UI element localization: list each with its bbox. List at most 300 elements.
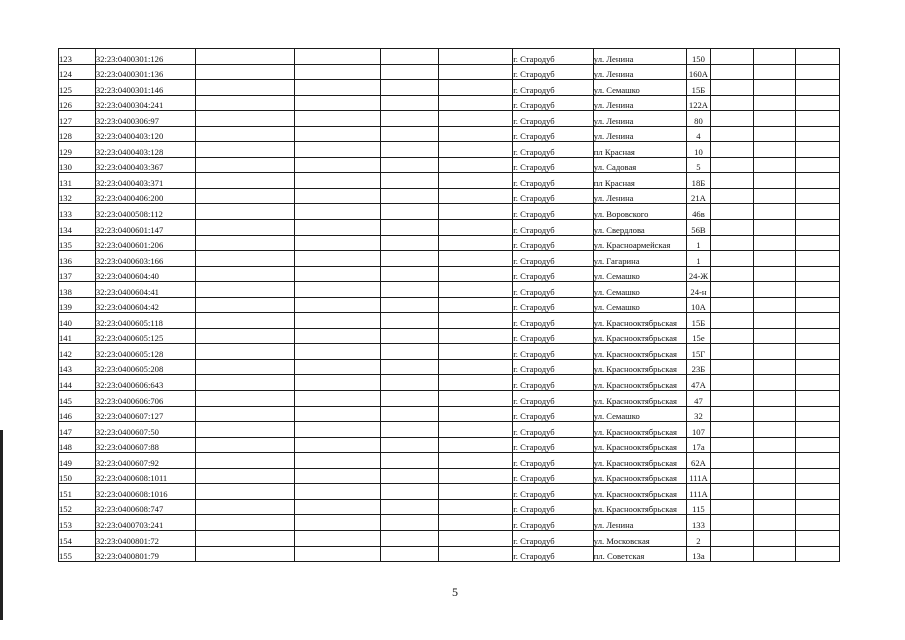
city-cell: г. Стародуб xyxy=(513,157,594,173)
house-number-cell: 32 xyxy=(686,406,711,422)
table-row xyxy=(59,142,840,158)
street-cell: ул. Семашко xyxy=(593,406,686,422)
empty-cell xyxy=(381,344,439,360)
empty-cell xyxy=(381,266,439,282)
empty-cell xyxy=(295,375,381,391)
empty-cell xyxy=(753,251,796,267)
empty-cell xyxy=(711,49,754,65)
cadastral-number-cell: 32:23:0400801:72 xyxy=(95,530,195,546)
empty-cell xyxy=(796,515,840,531)
table-row xyxy=(59,313,840,329)
house-number-cell: 122А xyxy=(686,95,711,111)
empty-cell xyxy=(796,453,840,469)
empty-cell xyxy=(439,111,513,127)
cadastral-number-cell: 32:23:0400604:41 xyxy=(95,282,195,298)
house-number-cell: 15Г xyxy=(686,344,711,360)
empty-cell xyxy=(753,49,796,65)
row-number-cell: 150 xyxy=(59,468,96,484)
empty-cell xyxy=(439,173,513,189)
empty-cell xyxy=(439,95,513,111)
empty-cell xyxy=(295,453,381,469)
city-cell: г. Стародуб xyxy=(513,391,594,407)
empty-cell xyxy=(439,157,513,173)
street-cell: ул. Краснооктябрьская xyxy=(593,422,686,438)
house-number-cell: 15Б xyxy=(686,313,711,329)
cadastral-number-cell: 32:23:0400403:371 xyxy=(95,173,195,189)
row-number-cell: 134 xyxy=(59,220,96,236)
empty-cell xyxy=(439,344,513,360)
row-number-cell: 141 xyxy=(59,328,96,344)
row-number-cell: 127 xyxy=(59,111,96,127)
empty-cell xyxy=(381,375,439,391)
empty-cell xyxy=(711,204,754,220)
street-cell: ул. Московская xyxy=(593,530,686,546)
empty-cell xyxy=(381,391,439,407)
empty-cell xyxy=(711,515,754,531)
street-cell: ул. Садовая xyxy=(593,157,686,173)
street-cell: ул. Краснооктябрьская xyxy=(593,359,686,375)
table-row xyxy=(59,406,840,422)
empty-cell xyxy=(753,546,796,562)
empty-cell xyxy=(796,235,840,251)
table-row xyxy=(59,204,840,220)
table-row xyxy=(59,111,840,127)
house-number-cell: 46в xyxy=(686,204,711,220)
empty-cell xyxy=(381,111,439,127)
empty-cell xyxy=(753,453,796,469)
empty-cell xyxy=(439,437,513,453)
empty-cell xyxy=(796,328,840,344)
empty-cell xyxy=(381,235,439,251)
empty-cell xyxy=(796,468,840,484)
street-cell: ул. Ленина xyxy=(593,111,686,127)
cadastral-number-cell: 32:23:0400605:125 xyxy=(95,328,195,344)
empty-cell xyxy=(439,235,513,251)
empty-cell xyxy=(439,546,513,562)
empty-cell xyxy=(796,49,840,65)
empty-cell xyxy=(439,188,513,204)
empty-cell xyxy=(796,344,840,360)
cadastral-number-cell: 32:23:0400607:88 xyxy=(95,437,195,453)
empty-cell xyxy=(195,157,295,173)
empty-cell xyxy=(796,313,840,329)
house-number-cell: 80 xyxy=(686,111,711,127)
city-cell: г. Стародуб xyxy=(513,266,594,282)
table-row xyxy=(59,157,840,173)
empty-cell xyxy=(796,406,840,422)
empty-cell xyxy=(753,375,796,391)
empty-cell xyxy=(439,220,513,236)
empty-cell xyxy=(753,111,796,127)
street-cell: ул. Ленина xyxy=(593,95,686,111)
house-number-cell: 13а xyxy=(686,546,711,562)
empty-cell xyxy=(711,313,754,329)
house-number-cell: 107 xyxy=(686,422,711,438)
city-cell: г. Стародуб xyxy=(513,359,594,375)
empty-cell xyxy=(796,251,840,267)
empty-cell xyxy=(753,80,796,96)
empty-cell xyxy=(195,251,295,267)
empty-cell xyxy=(711,546,754,562)
empty-cell xyxy=(439,49,513,65)
city-cell: г. Стародуб xyxy=(513,515,594,531)
street-cell: ул. Семашко xyxy=(593,266,686,282)
row-number-cell: 130 xyxy=(59,157,96,173)
street-cell: ул. Краснооктябрьская xyxy=(593,344,686,360)
city-cell: г. Стародуб xyxy=(513,173,594,189)
empty-cell xyxy=(439,282,513,298)
empty-cell xyxy=(295,251,381,267)
empty-cell xyxy=(711,142,754,158)
street-cell: ул. Краснооктябрьская xyxy=(593,328,686,344)
empty-cell xyxy=(753,484,796,500)
empty-cell xyxy=(753,297,796,313)
house-number-cell: 56В xyxy=(686,220,711,236)
empty-cell xyxy=(711,266,754,282)
empty-cell xyxy=(295,266,381,282)
empty-cell xyxy=(195,422,295,438)
empty-cell xyxy=(796,95,840,111)
cadastral-number-cell: 32:23:0400403:120 xyxy=(95,126,195,142)
cadastral-number-cell: 32:23:0400607:127 xyxy=(95,406,195,422)
empty-cell xyxy=(195,111,295,127)
cadastral-number-cell: 32:23:0400607:50 xyxy=(95,422,195,438)
empty-cell xyxy=(753,391,796,407)
city-cell: г. Стародуб xyxy=(513,80,594,96)
house-number-cell: 2 xyxy=(686,530,711,546)
empty-cell xyxy=(796,126,840,142)
row-number-cell: 144 xyxy=(59,375,96,391)
city-cell: г. Стародуб xyxy=(513,235,594,251)
row-number-cell: 149 xyxy=(59,453,96,469)
empty-cell xyxy=(195,173,295,189)
empty-cell xyxy=(753,173,796,189)
house-number-cell: 15е xyxy=(686,328,711,344)
empty-cell xyxy=(295,437,381,453)
city-cell: г. Стародуб xyxy=(513,142,594,158)
empty-cell xyxy=(753,64,796,80)
empty-cell xyxy=(711,80,754,96)
empty-cell xyxy=(381,422,439,438)
empty-cell xyxy=(381,453,439,469)
empty-cell xyxy=(439,515,513,531)
table-row xyxy=(59,499,840,515)
street-cell: ул. Семашко xyxy=(593,297,686,313)
empty-cell xyxy=(381,126,439,142)
cadastral-number-cell: 32:23:0400703:241 xyxy=(95,515,195,531)
table-row xyxy=(59,359,840,375)
city-cell: г. Стародуб xyxy=(513,111,594,127)
street-cell: ул. Ленина xyxy=(593,64,686,80)
empty-cell xyxy=(295,546,381,562)
empty-cell xyxy=(753,313,796,329)
empty-cell xyxy=(439,468,513,484)
empty-cell xyxy=(439,359,513,375)
house-number-cell: 21А xyxy=(686,188,711,204)
city-cell: г. Стародуб xyxy=(513,313,594,329)
row-number-cell: 133 xyxy=(59,204,96,220)
row-number-cell: 138 xyxy=(59,282,96,298)
row-number-cell: 123 xyxy=(59,49,96,65)
empty-cell xyxy=(381,546,439,562)
table-row xyxy=(59,220,840,236)
empty-cell xyxy=(711,188,754,204)
empty-cell xyxy=(753,530,796,546)
house-number-cell: 47 xyxy=(686,391,711,407)
empty-cell xyxy=(195,468,295,484)
table-row xyxy=(59,80,840,96)
empty-cell xyxy=(796,484,840,500)
street-cell: ул. Краснооктябрьская xyxy=(593,468,686,484)
empty-cell xyxy=(439,453,513,469)
empty-cell xyxy=(753,515,796,531)
table-row xyxy=(59,546,840,562)
city-cell: г. Стародуб xyxy=(513,437,594,453)
empty-cell xyxy=(753,359,796,375)
empty-cell xyxy=(439,251,513,267)
empty-cell xyxy=(439,142,513,158)
house-number-cell: 4 xyxy=(686,126,711,142)
empty-cell xyxy=(381,220,439,236)
row-number-cell: 145 xyxy=(59,391,96,407)
table-row xyxy=(59,49,840,65)
empty-cell xyxy=(711,282,754,298)
row-number-cell: 155 xyxy=(59,546,96,562)
empty-cell xyxy=(439,126,513,142)
cadastral-number-cell: 32:23:0400403:128 xyxy=(95,142,195,158)
table-row xyxy=(59,344,840,360)
empty-cell xyxy=(381,468,439,484)
row-number-cell: 154 xyxy=(59,530,96,546)
cadastral-registry-table xyxy=(58,48,840,562)
cadastral-number-cell: 32:23:0400605:118 xyxy=(95,313,195,329)
empty-cell xyxy=(195,80,295,96)
empty-cell xyxy=(439,328,513,344)
street-cell: ул. Свердлова xyxy=(593,220,686,236)
table-row xyxy=(59,235,840,251)
table-row xyxy=(59,530,840,546)
registry-body xyxy=(59,49,840,562)
house-number-cell: 133 xyxy=(686,515,711,531)
cadastral-number-cell: 32:23:0400406:200 xyxy=(95,188,195,204)
table-row xyxy=(59,391,840,407)
cadastral-number-cell: 32:23:0400801:79 xyxy=(95,546,195,562)
cadastral-number-cell: 32:23:0400304:241 xyxy=(95,95,195,111)
empty-cell xyxy=(381,251,439,267)
empty-cell xyxy=(753,406,796,422)
city-cell: г. Стародуб xyxy=(513,220,594,236)
empty-cell xyxy=(439,80,513,96)
empty-cell xyxy=(439,313,513,329)
empty-cell xyxy=(195,95,295,111)
city-cell: г. Стародуб xyxy=(513,282,594,298)
city-cell: г. Стародуб xyxy=(513,530,594,546)
street-cell: ул. Краснооктябрьская xyxy=(593,484,686,500)
cadastral-number-cell: 32:23:0400604:42 xyxy=(95,297,195,313)
empty-cell xyxy=(295,80,381,96)
empty-cell xyxy=(796,188,840,204)
page-number: 5 xyxy=(452,585,458,599)
empty-cell xyxy=(796,499,840,515)
empty-cell xyxy=(295,49,381,65)
row-number-cell: 148 xyxy=(59,437,96,453)
empty-cell xyxy=(195,297,295,313)
empty-cell xyxy=(195,282,295,298)
street-cell: ул. Красноармейская xyxy=(593,235,686,251)
empty-cell xyxy=(711,484,754,500)
empty-cell xyxy=(381,95,439,111)
empty-cell xyxy=(381,328,439,344)
row-number-cell: 139 xyxy=(59,297,96,313)
empty-cell xyxy=(796,530,840,546)
city-cell: г. Стародуб xyxy=(513,375,594,391)
empty-cell xyxy=(295,391,381,407)
cadastral-number-cell: 32:23:0400306:97 xyxy=(95,111,195,127)
empty-cell xyxy=(195,235,295,251)
empty-cell xyxy=(711,126,754,142)
row-number-cell: 135 xyxy=(59,235,96,251)
empty-cell xyxy=(439,64,513,80)
empty-cell xyxy=(381,188,439,204)
table-row xyxy=(59,515,840,531)
empty-cell xyxy=(381,157,439,173)
city-cell: г. Стародуб xyxy=(513,453,594,469)
cadastral-number-cell: 32:23:0400607:92 xyxy=(95,453,195,469)
cadastral-number-cell: 32:23:0400608:1016 xyxy=(95,484,195,500)
house-number-cell: 160А xyxy=(686,64,711,80)
table-row xyxy=(59,422,840,438)
empty-cell xyxy=(381,530,439,546)
row-number-cell: 151 xyxy=(59,484,96,500)
cadastral-number-cell: 32:23:0400608:747 xyxy=(95,499,195,515)
house-number-cell: 24-Ж xyxy=(686,266,711,282)
city-cell: г. Стародуб xyxy=(513,126,594,142)
cadastral-number-cell: 32:23:0400603:166 xyxy=(95,251,195,267)
street-cell: ул. Семашко xyxy=(593,282,686,298)
empty-cell xyxy=(796,157,840,173)
empty-cell xyxy=(381,499,439,515)
empty-cell xyxy=(796,204,840,220)
empty-cell xyxy=(381,282,439,298)
house-number-cell: 111А xyxy=(686,484,711,500)
empty-cell xyxy=(295,499,381,515)
empty-cell xyxy=(195,64,295,80)
empty-cell xyxy=(295,359,381,375)
cadastral-number-cell: 32:23:0400606:706 xyxy=(95,391,195,407)
empty-cell xyxy=(753,204,796,220)
table-row xyxy=(59,251,840,267)
table-row xyxy=(59,188,840,204)
empty-cell xyxy=(753,468,796,484)
empty-cell xyxy=(796,546,840,562)
street-cell: ул. Гагарина xyxy=(593,251,686,267)
empty-cell xyxy=(711,297,754,313)
empty-cell xyxy=(195,484,295,500)
empty-cell xyxy=(753,95,796,111)
city-cell: г. Стародуб xyxy=(513,422,594,438)
empty-cell xyxy=(295,204,381,220)
empty-cell xyxy=(381,297,439,313)
city-cell: г. Стародуб xyxy=(513,484,594,500)
empty-cell xyxy=(295,530,381,546)
empty-cell xyxy=(195,220,295,236)
street-cell: ул. Ленина xyxy=(593,188,686,204)
empty-cell xyxy=(439,266,513,282)
empty-cell xyxy=(381,437,439,453)
empty-cell xyxy=(381,49,439,65)
empty-cell xyxy=(295,328,381,344)
table-row xyxy=(59,453,840,469)
city-cell: г. Стародуб xyxy=(513,188,594,204)
empty-cell xyxy=(295,422,381,438)
empty-cell xyxy=(439,499,513,515)
row-number-cell: 142 xyxy=(59,344,96,360)
house-number-cell: 10А xyxy=(686,297,711,313)
empty-cell xyxy=(439,204,513,220)
empty-cell xyxy=(796,422,840,438)
cadastral-number-cell: 32:23:0400605:208 xyxy=(95,359,195,375)
row-number-cell: 146 xyxy=(59,406,96,422)
street-cell: пл. Советская xyxy=(593,546,686,562)
street-cell: пл Красная xyxy=(593,142,686,158)
table-row xyxy=(59,328,840,344)
empty-cell xyxy=(796,64,840,80)
row-number-cell: 131 xyxy=(59,173,96,189)
row-number-cell: 147 xyxy=(59,422,96,438)
empty-cell xyxy=(796,80,840,96)
empty-cell xyxy=(439,530,513,546)
empty-cell xyxy=(753,188,796,204)
street-cell: ул. Ленина xyxy=(593,126,686,142)
empty-cell xyxy=(753,422,796,438)
empty-cell xyxy=(753,142,796,158)
empty-cell xyxy=(439,484,513,500)
empty-cell xyxy=(711,406,754,422)
street-cell: ул. Ленина xyxy=(593,49,686,65)
empty-cell xyxy=(195,142,295,158)
empty-cell xyxy=(295,64,381,80)
house-number-cell: 111А xyxy=(686,468,711,484)
street-cell: ул. Семашко xyxy=(593,80,686,96)
empty-cell xyxy=(295,173,381,189)
empty-cell xyxy=(796,391,840,407)
empty-cell xyxy=(195,328,295,344)
table-row xyxy=(59,126,840,142)
empty-cell xyxy=(439,375,513,391)
house-number-cell: 1 xyxy=(686,235,711,251)
empty-cell xyxy=(195,126,295,142)
empty-cell xyxy=(381,80,439,96)
row-number-cell: 137 xyxy=(59,266,96,282)
row-number-cell: 136 xyxy=(59,251,96,267)
table-row xyxy=(59,375,840,391)
cadastral-number-cell: 32:23:0400301:146 xyxy=(95,80,195,96)
empty-cell xyxy=(381,515,439,531)
empty-cell xyxy=(439,391,513,407)
empty-cell xyxy=(753,157,796,173)
empty-cell xyxy=(295,95,381,111)
city-cell: г. Стародуб xyxy=(513,251,594,267)
empty-cell xyxy=(796,173,840,189)
street-cell: ул. Воровского xyxy=(593,204,686,220)
empty-cell xyxy=(295,313,381,329)
empty-cell xyxy=(195,499,295,515)
scan-edge-mark xyxy=(0,430,3,620)
empty-cell xyxy=(295,406,381,422)
cadastral-number-cell: 32:23:0400403:367 xyxy=(95,157,195,173)
empty-cell xyxy=(796,111,840,127)
empty-cell xyxy=(753,282,796,298)
